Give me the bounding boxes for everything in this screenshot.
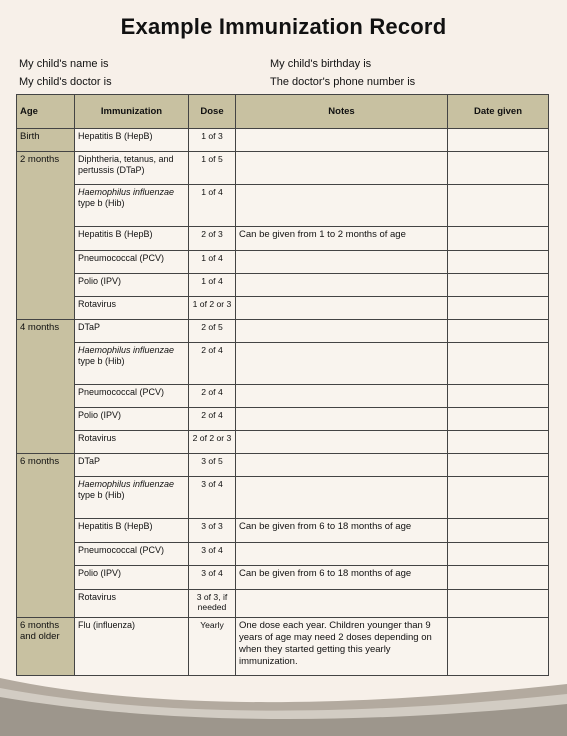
immunization-cell [75,477,189,519]
notes-cell: Can be given from 6 to 18 months of age [236,566,448,590]
date-given-cell[interactable] [448,274,549,297]
notes-cell [236,320,448,343]
header-date-given: Date given [448,95,549,129]
immunization-italic-text: Haemophilus influenzae [78,345,175,355]
notes-cell [236,297,448,320]
immunization-cell: Hepatitis B (HepB) [75,227,189,251]
date-given-cell[interactable] [448,251,549,274]
dose-cell: 1 of 4 [189,251,236,274]
table-row [17,185,549,227]
notes-cell [236,274,448,297]
dose-cell: 1 of 5 [189,152,236,185]
dose-cell: 3 of 3, if needed [189,590,236,618]
immunization-cell: DTaP [75,454,189,477]
table-row [17,454,549,477]
dose-cell: 3 of 4 [189,477,236,519]
date-given-cell[interactable] [448,343,549,385]
date-given-cell[interactable] [448,152,549,185]
age-cell: 6 months and older [17,618,75,676]
table-row [17,343,549,385]
immunization-cell: Rotavirus [75,431,189,454]
date-given-cell[interactable] [448,408,549,431]
table-row [17,519,549,543]
notes-cell: One dose each year. Children younger than 9 years of age may need 2 doses depending on when they started getting this yearly immunization. [236,618,448,676]
table-row [17,320,549,343]
table-row [17,543,549,566]
dose-cell: 2 of 4 [189,385,236,408]
immunization-italic-text: Haemophilus influenzae [78,479,175,489]
immunization-text: type b (Hib) [78,356,125,366]
table-row [17,477,549,519]
header-dose: Dose [189,95,236,129]
doctor-phone-label: The doctor's phone number is [270,76,416,88]
immunization-cell: Hepatitis B (HepB) [75,519,189,543]
table-row [17,566,549,590]
immunization-text: type b (Hib) [78,490,125,500]
header-age: Age [17,95,75,129]
table-body [17,129,549,676]
immunization-cell: Rotavirus [75,297,189,320]
immunization-cell: Pneumococcal (PCV) [75,543,189,566]
table-row [17,431,549,454]
page-title: Example Immunization Record [120,14,447,39]
dose-cell: 3 of 4 [189,566,236,590]
date-given-cell[interactable] [448,566,549,590]
table-row [17,274,549,297]
dose-cell: 1 of 3 [189,129,236,152]
dose-cell: 2 of 3 [189,227,236,251]
doctor-name-label: My child's doctor is [19,76,112,88]
immunization-cell: Diphtheria, tetanus, and pertussis (DTaP) [75,152,189,185]
table-row [17,152,549,185]
notes-cell [236,431,448,454]
header-notes: Notes [236,95,448,129]
age-cell: 4 months [17,320,75,454]
dose-cell: 3 of 5 [189,454,236,477]
immunization-cell: Polio (IPV) [75,274,189,297]
child-name-label: My child's name is [19,58,109,70]
date-given-cell[interactable] [448,431,549,454]
notes-cell [236,454,448,477]
date-given-cell[interactable] [448,297,549,320]
dose-cell: 1 of 4 [189,274,236,297]
dose-cell: 3 of 3 [189,519,236,543]
immunization-cell: Flu (influenza) [75,618,189,676]
notes-cell: Can be given from 1 to 2 months of age [236,227,448,251]
date-given-cell[interactable] [448,385,549,408]
notes-cell [236,152,448,185]
dose-cell: 1 of 4 [189,185,236,227]
notes-cell: Can be given from 6 to 18 months of age [236,519,448,543]
immunization-cell [75,343,189,385]
notes-cell [236,129,448,152]
dose-cell: 2 of 4 [189,408,236,431]
dose-cell: Yearly [189,618,236,676]
date-given-cell[interactable] [448,185,549,227]
table-row [17,297,549,320]
date-given-cell[interactable] [448,320,549,343]
notes-cell [236,185,448,227]
immunization-cell: Pneumococcal (PCV) [75,385,189,408]
dose-cell: 2 of 4 [189,343,236,385]
notes-cell [236,343,448,385]
immunization-cell: Polio (IPV) [75,408,189,431]
notes-cell [236,408,448,431]
dose-cell: 2 of 5 [189,320,236,343]
page-decoration-swoosh [0,664,567,736]
immunization-cell: Polio (IPV) [75,566,189,590]
table-row [17,385,549,408]
table-row [17,251,549,274]
immunization-italic-text: Haemophilus influenzae [78,187,175,197]
table-row [17,227,549,251]
notes-cell [236,477,448,519]
date-given-cell[interactable] [448,519,549,543]
age-cell: 2 months [17,152,75,320]
age-cell: Birth [17,129,75,152]
table-row [17,408,549,431]
dose-cell: 1 of 2 or 3 [189,297,236,320]
date-given-cell[interactable] [448,477,549,519]
notes-cell [236,543,448,566]
child-birthday-label: My child's birthday is [270,58,372,70]
date-given-cell[interactable] [448,129,549,152]
table-header-row [17,95,549,129]
immunization-text: type b (Hib) [78,198,125,208]
dose-cell: 3 of 4 [189,543,236,566]
notes-cell [236,385,448,408]
header-immunization: Immunization [75,95,189,129]
immunization-table [16,94,549,676]
notes-cell [236,590,448,618]
immunization-cell [75,185,189,227]
date-given-cell[interactable] [448,227,549,251]
table-row [17,129,549,152]
date-given-cell[interactable] [448,590,549,618]
table-row [17,590,549,618]
immunization-cell: Pneumococcal (PCV) [75,251,189,274]
dose-cell: 2 of 2 or 3 [189,431,236,454]
date-given-cell[interactable] [448,454,549,477]
immunization-cell: Hepatitis B (HepB) [75,129,189,152]
immunization-cell: Rotavirus [75,590,189,618]
date-given-cell[interactable] [448,543,549,566]
notes-cell [236,251,448,274]
immunization-cell: DTaP [75,320,189,343]
age-cell: 6 months [17,454,75,618]
